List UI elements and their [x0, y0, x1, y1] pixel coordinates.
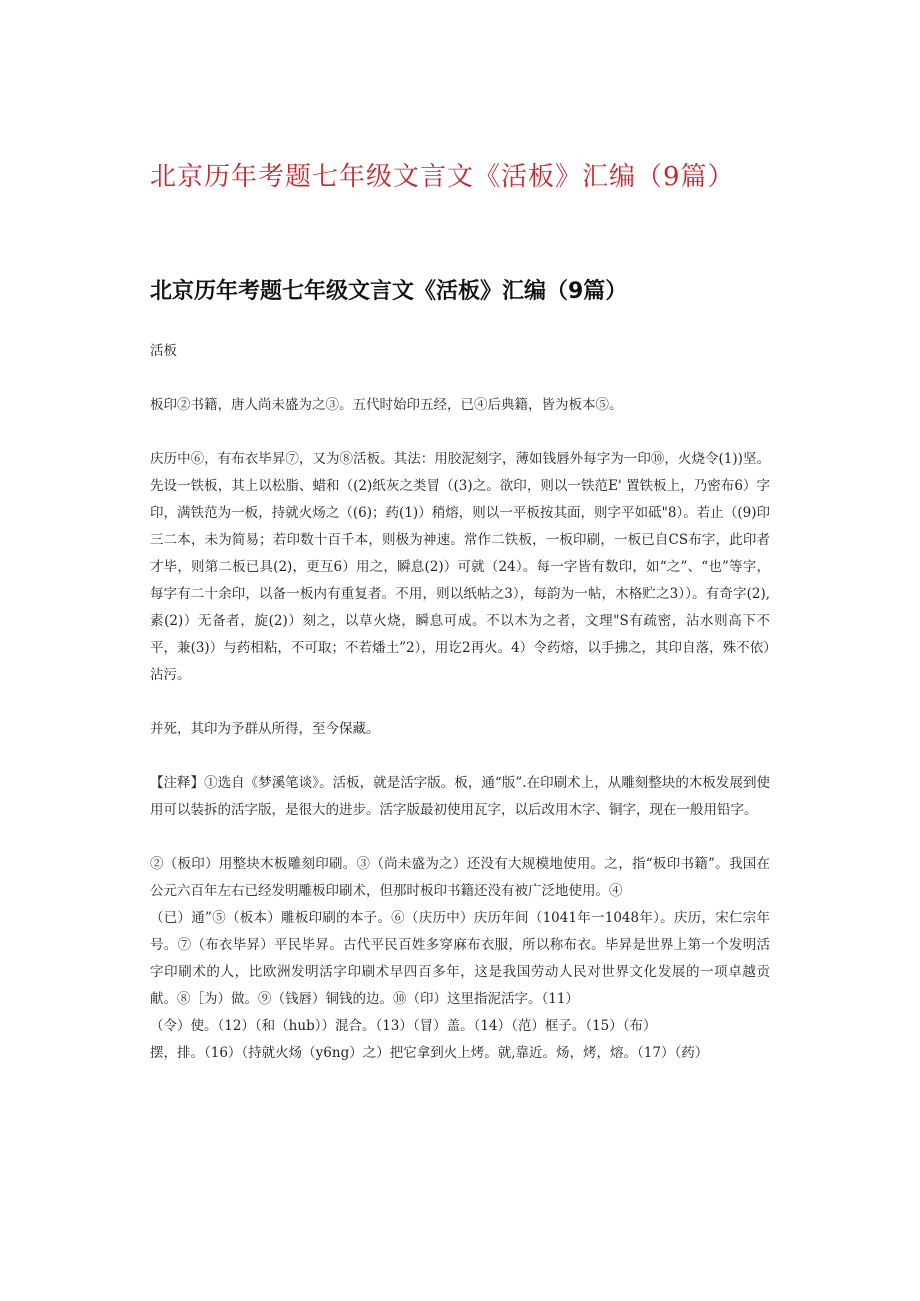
annotation-intro: 【注释】①选自《梦溪笔谈》。活板，就是活字版。板，通“版”.在印刷术上，从雕刻整块的木板发展到使用可以装拆的活字版，是很大的进步。活字版最初使用瓦字，以后改用木字、铜字，现在一般用铅字。 — [150, 775, 770, 818]
paragraph-3: 并死，其印为予群从所得，至今保藏。 — [150, 721, 380, 737]
notes-block — [150, 851, 770, 1067]
section-title: 活板 — [150, 343, 177, 359]
document-body — [150, 338, 770, 1067]
note-line-1: ②（板印）用整块木板雕刻印刷。③（尚未盛为之）还没有大规模地使用。之，指“板印书籍”。我国在公元六百年左右已经发明雕板印刷术，但那时板印书籍还没有被广泛地使用。④ — [150, 856, 770, 899]
paragraph-1: 板印②书籍，唐人尚未盛为之③。五代时始印五经，已④后典籍，皆为板本⑤。 — [150, 397, 623, 413]
document-heading: 北京历年考题七年级文言文《活板》汇编（9篇） — [150, 279, 628, 304]
paragraph-2: 庆历中⑥，有布衣毕昇⑦，又为⑧活板。其法：用胶泥刻字，薄如钱唇外每字为一印⑩，火烧令(1))坚。先设一铁板，其上以松脂、蜡和（(2)纸灰之类冒（(3)之。欲印，则以一铁范E' 置铁板上，乃密布6）字印，满铁范为一板，持就火炀之（(6)；药(1)）稍熔，则以一平板按其面，则字平如砥"8）。若止（(9)印三二本，未为简易；若印数十百千本，则极为神速。常作二铁板，一板印刷，一板已自CS布字，此印者才毕，则第二板已具(2)，更互6）用之，瞬息(2)）可就（24）。每一字皆有数印，如“之”、“也”等字，每字有二十余印，以备一板内有重复者。不用，则以纸帖之3），每韵为一帖，木格贮之3））。有奇字(2),素(2)）无备者，旋(2)）刻之，以草火烧，瞬息可成。不以木为之者，文理"S有疏密，沾水则高下不平，兼(3)）与药相粘，不可取；不若燔土”2），用讫2再火。4）令药熔，以手拂之，其印自落，殊不依）沾污。 — [150, 451, 770, 683]
cover-title: 北京历年考题七年级文言文《活板》汇编（9篇） — [150, 162, 735, 192]
note-line-3: （令）使。（12）（和（hub））混合。（13）（冒）盖。（14）（范）框子。（15）（布） — [150, 1018, 657, 1034]
note-line-2: （已）通”⑤（板本）雕板印刷的本子。⑥（庆历中）庆历年间（1041年一1048年）。庆历，宋仁宗年号。⑦（布衣毕昇）平民毕昇。古代平民百姓多穿麻布衣服，所以称布衣。毕昇是世界上第一个发明活字印刷术的人，比欧洲发明活字印刷术早四百多年，这是我国劳动人民对世界文化发展的一项卓越贡献。⑧［为）做。⑨（钱唇）铜钱的边。⑩（印）这里指泥活字。（11） — [150, 910, 770, 1007]
note-line-4: 摆，排。（16）（持就火炀（y6ng）之）把它拿到火上烤。就,靠近。炀，烤，熔。（17）（药） — [150, 1045, 709, 1061]
